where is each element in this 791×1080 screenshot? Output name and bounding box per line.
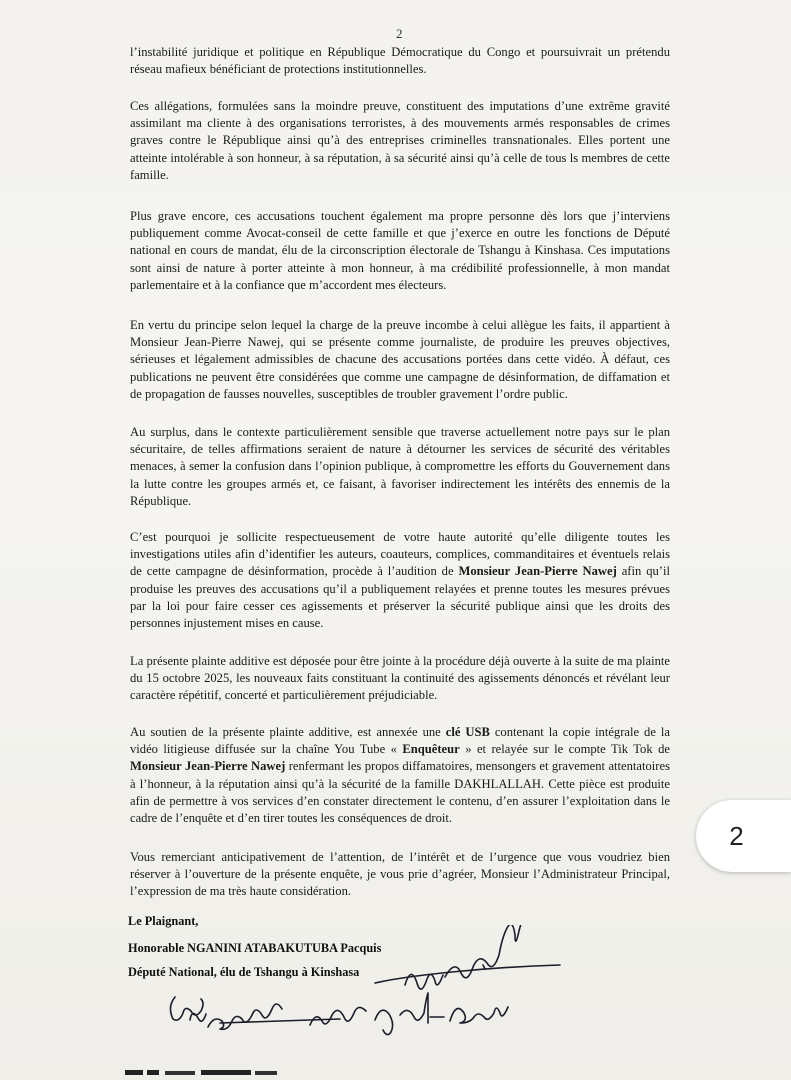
handwritten-signature	[160, 925, 580, 1045]
text-run: En vertu du principe selon lequel la charge de la preuve incombe à celui allègue les faits, il appartient à Monsieur Jean-Pierre Nawej, qui se présente comme journaliste, de produire les preuves objectives, sérieuses et légalement admissibles de chacune des accusations portées dans cette vidéo. À défaut, ces publications ne peuvent être considérées que comme une campagne de désinformation, de diffamation et de propagation de fausses nouvelles, susceptibles de troubler gravement l’ordre public.	[130, 318, 670, 401]
paragraph-3	[130, 208, 670, 294]
bold-text-run: Monsieur Jean-Pierre Nawej	[458, 564, 617, 579]
signature-label: Le Plaignant,	[128, 914, 199, 928]
text-run: Au soutien de la présente plainte additive, est annexée une	[130, 725, 446, 739]
signatory-name: Honorable NGANINI ATABAKUTUBA Pacquis	[128, 941, 382, 955]
text-run: afin qu’il produise les preuves des accusations qu’il a publiquement relayées et prenne toutes les mesures prévues par la loi pour faire cesser ces agissements et préserver la sécurité publique ainsi que les droits des personnes injustement mises en cause.	[130, 564, 670, 631]
text-run: La présente plainte additive est déposée pour être jointe à la procédure déjà ouverte à la suite de ma plainte du 15 octobre 2025, les nouveaux faits constituant la continuité des agissements dénoncés et révélant leur caractère répétitif, concerté et particulièrement préjudiciable.	[130, 654, 670, 703]
text-run: C’est pourquoi je sollicite respectueusement de votre haute autorité qu’elle diligente toutes les investigations utiles afin d’identifier les auteurs, coauteurs, complices, commanditaires et éventuels relais de cette campagne de désinformation, procède à l’audition de	[130, 530, 670, 579]
paragraph-1	[130, 44, 670, 78]
page-number: 2	[396, 26, 403, 41]
text-run: Au surplus, dans le contexte particulièrement sensible que traverse actuellement notre pays sur le plan sécuritaire, de telles affirmations seraient de nature à détourner les services de sécurité des véritables menaces, à semer la confusion dans l’opinion publique, à compromettre les efforts du Gouvernement dans la lutte contre les groupes armés et, ce faisant, à favoriser indirectement les intérêts des ennemis de la République.	[130, 425, 670, 508]
text-run: Ces allégations, formulées sans la moindre preuve, constituent des imputations d’une extrême gravité assimilant ma cliente à des organisations terroristes, à des mouvements armés responsables de crimes graves contre le République ainsi qu’à des entreprises criminelles transnationales. Elles portent une atteinte intolérable à son honneur, à sa réputation, à sa sécurité ainsi qu’à celle de tous ls membres de cette famille.	[130, 99, 670, 182]
paragraph-4	[130, 317, 670, 403]
text-run: Vous remerciant anticipativement de l’attention, de l’intérêt et de l’urgence que vous voudriez bien réserver à l’ouverture de la présente enquête, je vous prie d’agréer, Monsieur l’Administrateur Principal, l’expression de ma très haute considération.	[130, 850, 670, 899]
text-run: l’instabilité juridique et politique en République Démocratique du Congo et poursuivrait un prétendu réseau mafieux bénéficiant de protections institutionnelles.	[130, 45, 670, 77]
bold-text-run: Enquêteur	[402, 742, 460, 757]
stamp-fragment	[125, 1068, 285, 1076]
bold-text-run: clé USB	[445, 725, 490, 739]
text-run: contenant la copie intégrale de la vidéo litigieuse diffusée sur la chaîne You Tube «	[130, 725, 670, 757]
text-run: renfermant les propos diffamatoires, mensongers et gravement attentatoires à l’honneur, à la réputation ainsi qu’à la sécurité de la famille DAKHLALLAH. Cette pièce est produite afin de permettre à vos services d’en constater directement le contenu, d’en assurer l’exploitation dans le cadre de l’enquête et d’en tirer toutes les conséquences de droit.	[130, 759, 670, 826]
paragraph-8	[130, 724, 670, 827]
paragraph-9	[130, 849, 670, 901]
paragraph-6	[130, 529, 670, 632]
paragraph-2	[130, 98, 670, 184]
bold-text-run: Monsieur Jean-Pierre Nawej	[130, 759, 286, 774]
text-run: » et relayée sur le compte Tik Tok de	[459, 742, 670, 757]
page-indicator-badge[interactable]	[696, 800, 791, 872]
signatory-title: Député National, élu de Tshangu à Kinshasa	[128, 965, 360, 979]
page-indicator-number: 2	[729, 820, 744, 851]
paragraph-7	[130, 653, 670, 705]
text-run: Plus grave encore, ces accusations touchent également ma propre personne dès lors que j’interviens publiquement comme Avocat-conseil de cette famille et que j’exerce en outre les fonctions de Député national en cours de mandat, élu de la circonscription électorale de Tshangu à Kinshasa. Ces imputations sont ainsi de nature à porter atteinte à mon honneur, à ma crédibilité professionnelle, à mon mandat parlementaire et à la confiance que m’accordent mes électeurs.	[130, 209, 670, 292]
paragraph-5	[130, 424, 670, 510]
